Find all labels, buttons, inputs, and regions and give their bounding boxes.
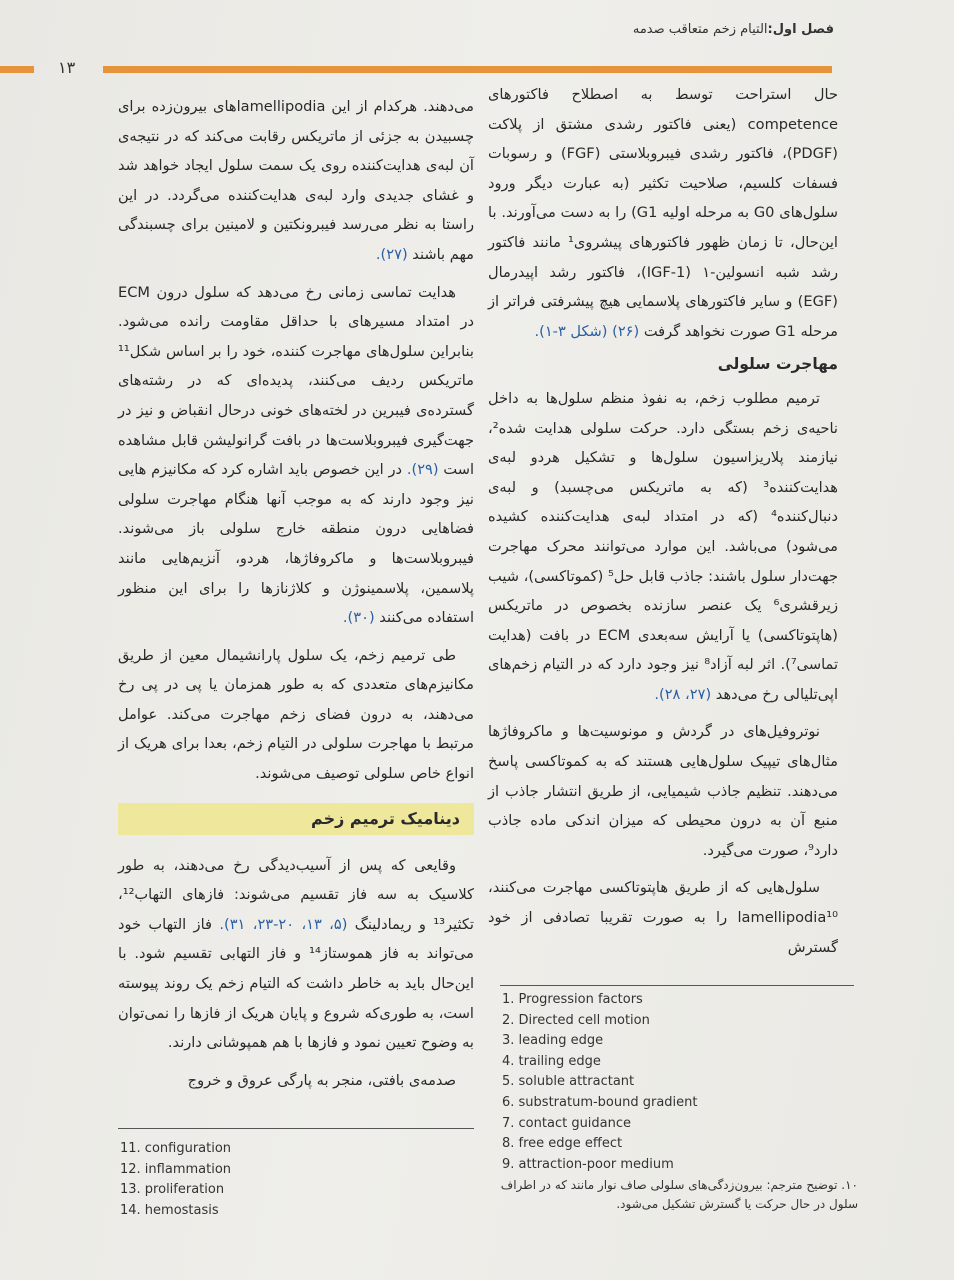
citation: (۲۹).	[406, 461, 439, 479]
translator-note: ۱۰. توضیح مترجم: بیرون‌زدگی‌های سلولی صاف نوار مانند که در اطراف سلول در حال حرکت یا گسترش تشکیل می‌شود.	[500, 1178, 858, 1211]
paragraph: سلول‌هایی که از طریق هاپتوتاکسی مهاجرت می‌کنند، lamellipodia¹⁰ را به صورت تقریبا تصادفی از خود گسترش	[488, 879, 838, 956]
header-rule	[103, 66, 832, 73]
paragraph: حال استراحت توسط به اصطلاح فاکتورهای competence (یعنی فاکتور رشدی مشتق از پلاکت (PDGF)، فاکتور رشدی فیبروبلاستی (FGF) و رسوبات فسفات کلسیم، صلاحیت تکثیر (به عبارت دیگر ورود سلول‌های G0 به مرحله اولیه G1) را به دست می‌آورند. با این‌حال، تا زمان ظهور فاکتورهای پیشروی¹ مانند فاکتور رشد شبه انسولین-۱ (IGF-1)، فاکتور رشد اپیدرمال (EGF) و سایر فاکتورهای پلاسمایی هیچ پیشرفتی فراتر از مرحله G1 صورت نخواهد گرفت (۲۶) (شکل ۳-۱).	[488, 86, 839, 340]
header-rule-short	[0, 66, 34, 73]
citation: (۲۷).	[375, 245, 408, 263]
page-number: ۱۳	[58, 58, 76, 77]
citation: (۲۷، ۲۸).	[654, 685, 712, 703]
running-head	[633, 22, 834, 37]
paragraph: وقایعی که پس از آسیب‌دیدگی رخ می‌دهند، به طور کلاسیک به سه فاز تقسیم می‌شوند: فازهای التهاب¹²، تکثیر¹³ و ریمادلینگ (۵، ۱۳، ۲۰-۲۳، ۳۱). فاز التهاب خود می‌تواند به فاز هموستاز¹⁴ و فاز التهابی تقسیم شود. با این‌حال باید به خاطر داشت که التیام زخم یک روند پیوسته است، به طوری‌که شروع و پایان هریک از فازها را نمی‌توان به وضوح تعیین نمود و فازها با هم همپوشانی دارند.	[118, 856, 474, 1052]
footnote: 2. Directed cell motion	[502, 1012, 650, 1028]
citation: (۲۶) (شکل ۳-۱).	[534, 322, 640, 340]
right-column	[488, 80, 838, 962]
footnote: 11. configuration	[120, 1141, 232, 1156]
footnote: 6. substratum-bound gradient	[502, 1094, 698, 1110]
footnote: 9. attraction-poor medium	[502, 1156, 674, 1172]
paragraph: صدمه‌ی بافتی، منجر به پارگی عروق و خروج	[187, 1071, 456, 1089]
paragraph: طی ترمیم زخم، یک سلول پارانشیمال معین از طریق مکانیزم‌های متعددی که به طور همزمان یا پی در پی رخ می‌دهند، به درون فضای زخم مهاجرت می‌کند. عوامل مرتبط با مهاجرت سلولی در التیام زخم، بعدا برای هریک از انواع خاص سلولی توصیف می‌شوند.	[118, 646, 474, 783]
footnote-rule	[118, 1128, 474, 1129]
citation: (۳۰).	[342, 609, 375, 627]
footnote-rule	[500, 985, 854, 986]
footnote: 7. contact guidance	[502, 1115, 632, 1131]
chapter-label: فصل اول:	[767, 22, 834, 37]
footnote: 8. free edge effect	[502, 1136, 623, 1152]
paragraph: نوتروفیل‌های در گردش و مونوسیت‌ها و ماکروفاژها مثال‌های تیپیک سلول‌هایی هستند که به کموتاکسی پاسخ می‌دهند. تنظیم جاذب شیمیایی، از طریق انتشار جاذب از منبع آن به درون محیطی که میزان اندکی ماده جاذب دارد⁹، صورت می‌گیرد.	[488, 723, 838, 859]
section-heading-migration: مهاجرت سلولی	[717, 355, 838, 374]
citation: (۵، ۱۳، ۲۰-۲۳، ۳۱).	[219, 915, 348, 933]
chapter-title: التیام زخم متعاقب صدمه	[632, 22, 768, 37]
section-heading-dynamics: دینامیک ترمیم زخم	[118, 803, 474, 835]
footnote: 4. trailing edge	[502, 1053, 601, 1069]
paragraph: هدایت تماسی زمانی رخ می‌دهد که سلول درون ECM در امتداد مسیرهای با حداقل مقاومت رانده می‌شود. بنابراین سلول‌های مهاجرت کننده، خود را بر اساس شکل¹¹ ماتریکس ردیف می‌کنند، پدیده‌ای که در رشته‌های گسترده‌ی فیبرین در لخته‌های خونی درحال انقباض و نیز در جهت‌گیری فیبروبلاست‌ها در بافت گرانولیشن قابل مشاهده است (۲۹). در این خصوص باید اشاره کرد که مکانیزم هایی نیز وجود دارند که به موجب آنها هنگام مهاجرت سلولی فضاهایی درون منطقه خارج سلولی باز می‌شوند. فیبروبلاست‌ها و ماکروفاژها، هردو، آنزیم‌هایی مانند پلاسمین، پلاسمینوژن و کلاژنازها را برای این منظور استفاده می‌کنند (۳۰).	[118, 283, 475, 627]
left-column	[118, 92, 474, 1095]
footnote: 5. soluble attractant	[502, 1074, 635, 1090]
footnotes-left	[120, 1139, 460, 1221]
footnotes-right	[502, 990, 842, 1175]
paragraph: ترمیم مطلوب زخم، به نفوذ منظم سلول‌ها به داخل ناحیه‌ی زخم بستگی دارد. حرکت سلولی هدایت شده²، نیازمند پلاریزاسیون سلول‌ها و تشکیل هردو لبه‌ی هدایت‌کننده³ (که به ماتریکس می‌چسبد) و لبه‌ی دنبال‌کننده⁴ (که در امتداد لبه‌ی هدایت‌کننده کشیده می‌شود) می‌باشد. این موارد می‌توانند محرک مهاجرت جهت‌دار سلول باشند: جاذب قابل حل⁵ (کموتاکسی)، شیب زیرقشری⁶ یک عنصر سازنده بخصوص در ماتریکس (هاپتوتاکسی) یا آرایش سه‌بعدی ECM در بافت (هدایت تماسی⁷). اثر لبه آزاد⁸ نیز وجود دارد که در التیام زخم‌های اپی‌تلیالی رخ می‌دهد (۲۷، ۲۸).	[488, 389, 839, 703]
footnote: 1. Progression factors	[502, 992, 643, 1007]
footnote: 12. inflammation	[120, 1161, 232, 1177]
footnote: 14. hemostasis	[120, 1202, 219, 1218]
footnote: 13. proliferation	[120, 1182, 225, 1198]
paragraph: می‌دهند. هرکدام از این lamellipodiaهای بیرون‌زده برای چسبیدن به جزئی از ماتریکس رقابت می‌کند که در نتیجه‌ی آن لبه‌ی هدایت‌کننده روی یک سمت سلول ایجاد خواهد شد و غشای جدیدی وارد لبه‌ی هدایت‌کننده می‌گردد. در این راستا به نظر می‌رسد فیبرونکتین و لامینین برای چسبندگی مهم باشند (۲۷).	[118, 98, 474, 263]
footnote: 3. leading edge	[502, 1033, 604, 1049]
